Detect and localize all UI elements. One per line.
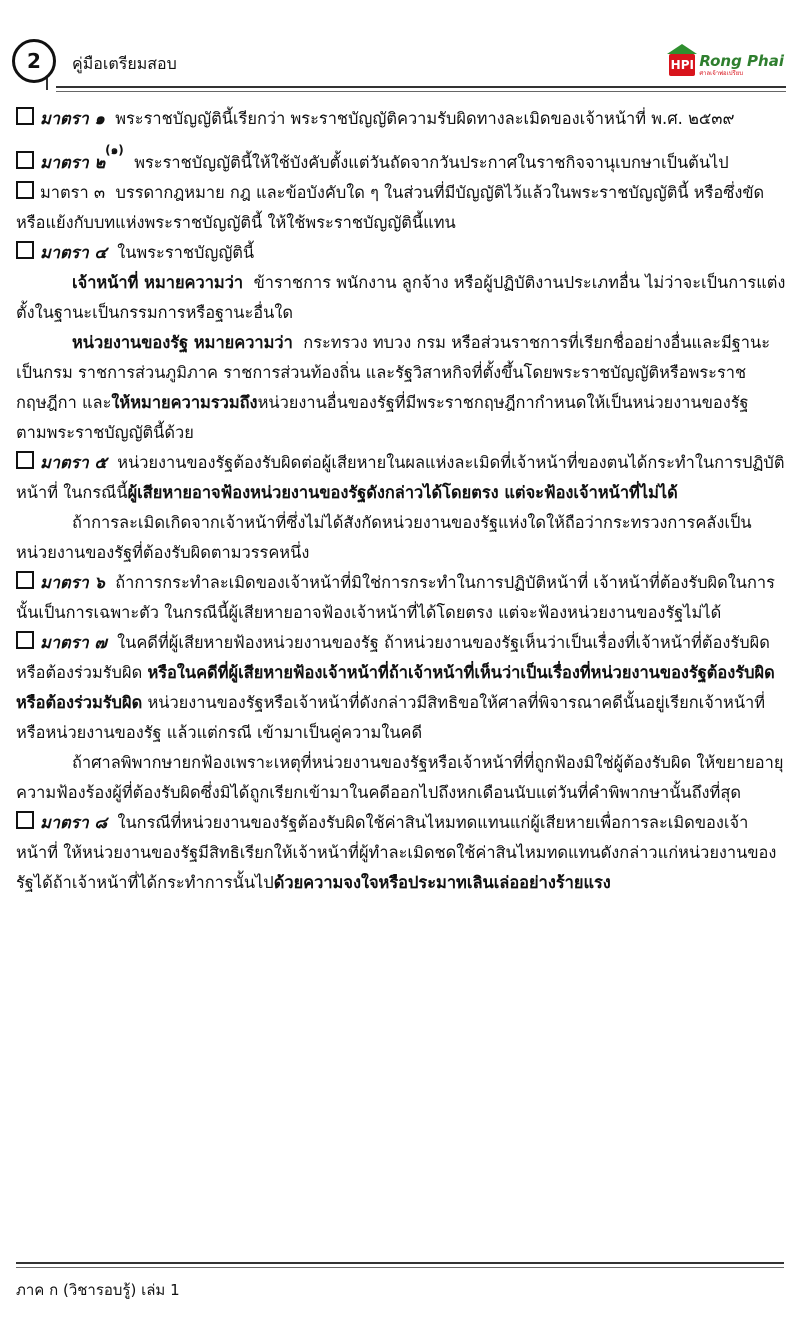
publisher-logo (669, 48, 784, 82)
definition-official (16, 268, 786, 328)
section-label: มาตรา ๘ (40, 813, 108, 832)
footnote-marker: (๑) (105, 143, 124, 157)
section-6 (16, 568, 786, 628)
section-3 (16, 178, 786, 238)
section-label: มาตรา ๓ (40, 183, 106, 202)
page-number: 2 (12, 39, 56, 83)
section-text: พระราชบัญญัตินี้เรียกว่า พระราชบัญญัติความรับผิดทางละเมิดของเจ้าหน้าที่ พ.ศ. ๒๕๓๙ (115, 109, 735, 128)
section-label: มาตรา ๒ (40, 153, 106, 172)
page-footer: ภาค ก (วิชารอบรู้) เล่ม 1 (16, 1281, 180, 1299)
checkbox-icon (16, 181, 34, 199)
section-text-cont: หน่วยงานของรัฐหรือเจ้าหน้าที่ดังกล่าวมีสิทธิขอให้ศาลที่พิจารณาคดีนั้นอยู่เรียกเจ้าหน้าที่หรือหน่วยงานของรัฐ แล้วแต่กรณี เข้ามาเป็นคู่ความในคดี (16, 693, 766, 742)
page-header (0, 0, 800, 100)
section-1 (16, 104, 786, 134)
section-emphasis: ผู้เสียหายอาจฟ้องหน่วยงานของรัฐดังกล่าวได้โดยตรง แต่จะฟ้องเจ้าหน้าที่ไม่ได้ (127, 483, 678, 502)
logo-house-icon (669, 54, 695, 76)
checkbox-icon (16, 811, 34, 829)
logo-mark: HPI (670, 58, 694, 72)
section-text: ในคดีที่ผู้เสียหายฟ้องหน่วยงานของรัฐ ถ้าหน่วยงานของรัฐเห็นว่าเป็นเรื่องที่เจ้าหน้าที่ต้องรับผิดหรือต้องร่วมรับผิด (16, 633, 770, 682)
section-label: มาตรา ๖ (40, 573, 105, 592)
document-body (16, 104, 786, 898)
section-7 (16, 628, 786, 748)
checkbox-icon (16, 571, 34, 589)
section-2 (16, 143, 786, 178)
section-7-para-2: ถ้าศาลพิพากษายกฟ้องเพราะเหตุที่หน่วยงานของรัฐหรือเจ้าหน้าที่ที่ถูกฟ้องมิใช่ผู้ต้องรับผิด ให้ขยายอายุความฟ้องร้องผู้ที่ต้องรับผิดซึ่งมิได้ถูกเรียกเข้ามาในคดีออกไปถึงหกเดือนนับแต่วันที่คำพิพากษานั้นถึงที่สุด (16, 753, 784, 802)
footer-rule (16, 1262, 784, 1264)
section-5 (16, 448, 786, 508)
checkbox-icon (16, 631, 34, 649)
definition-term: เจ้าหน้าที่ หมายความว่า (72, 273, 244, 292)
definition-text-cont: หน่วยงานอื่นของรัฐที่มีพระราชกฤษฎีกากำหนดให้เป็นหน่วยงานของรัฐตามพระราชบัญญัตินี้ด้วย (16, 393, 749, 442)
section-emphasis: หรือในคดีที่ผู้เสียหายฟ้องเจ้าหน้าที่ถ้าเจ้าหน้าที่เห็นว่าเป็นเรื่องที่หน่วยงานของรัฐต้องรับผิดหรือต้องร่วมรับผิด (16, 663, 775, 712)
section-label: มาตรา ๕ (40, 453, 107, 472)
section-5-para-2: ถ้าการละเมิดเกิดจากเจ้าหน้าที่ซึ่งไม่ได้สังกัดหน่วยงานของรัฐแห่งใดให้ถือว่ากระทรวงการคลังเป็นหน่วยงานของรัฐที่ต้องรับผิดตามวรรคหนึ่ง (16, 513, 752, 562)
header-rule (56, 86, 786, 88)
section-text: ถ้าการกระทำละเมิดของเจ้าหน้าที่มิใช่การกระทำในการปฏิบัติหน้าที่ เจ้าหน้าที่ต้องรับผิดในการนั้นเป็นการเฉพาะตัว ในกรณีนี้ผู้เสียหายอาจฟ้องเจ้าหน้าที่ได้โดยตรง แต่จะฟ้องหน่วยงานของรัฐไม่ได้ (16, 573, 775, 622)
section-label: มาตรา ๗ (40, 633, 107, 652)
definition-state-agency (16, 328, 786, 448)
checkbox-icon (16, 107, 34, 125)
header-rule-thin (56, 91, 786, 92)
section-4 (16, 238, 786, 268)
section-text: หน่วยงานของรัฐต้องรับผิดต่อผู้เสียหายในผลแห่งละเมิดที่เจ้าหน้าที่ของตนได้กระทำในการปฏิบัติหน้าที่ ในกรณีนี้ (16, 453, 785, 502)
definition-emphasis: ให้หมายความรวมถึง (111, 393, 258, 412)
section-text: พระราชบัญญัตินี้ให้ใช้บังคับตั้งแต่วันถัดจากวันประกาศในราชกิจจานุเบกษาเป็นต้นไป (134, 153, 729, 172)
section-label: มาตรา ๑ (40, 109, 105, 128)
section-text: ในพระราชบัญญัตินี้ (117, 243, 255, 262)
definition-text: กระทรวง ทบวง กรม หรือส่วนราชการที่เรียกชื่ออย่างอื่นและมีฐานะเป็นกรม ราชการส่วนภูมิภาค ราชการส่วนท้องถิ่น และรัฐวิสาหกิจที่ตั้งขึ้นโดยพระราชบัญญัติหรือพระราชกฤษฎีกา และ (16, 333, 770, 412)
section-label: มาตรา ๔ (40, 243, 107, 262)
header-title: คู่มือเตรียมสอบ (72, 54, 177, 73)
checkbox-icon (16, 451, 34, 469)
section-8 (16, 808, 786, 898)
footer-rule-thin (16, 1267, 784, 1268)
logo-name: Rong Phai (699, 51, 784, 70)
checkbox-icon (16, 151, 34, 169)
logo-tagline: ศาลเจ้าพ่อเปรียบ (699, 69, 744, 77)
section-emphasis: ด้วยความจงใจหรือประมาทเลินเล่ออย่างร้ายแรง (273, 873, 611, 892)
definition-term: หน่วยงานของรัฐ หมายความว่า (72, 333, 293, 352)
definition-text: ข้าราชการ พนักงาน ลูกจ้าง หรือผู้ปฏิบัติงานประเภทอื่น ไม่ว่าจะเป็นการแต่งตั้งในฐานะเป็นกรรมการหรือฐานะอื่นใด (16, 273, 786, 322)
section-text: ในกรณีที่หน่วยงานของรัฐต้องรับผิดใช้ค่าสินไหมทดแทนแก่ผู้เสียหายเพื่อการละเมิดของเจ้าหน้าที่ ให้หน่วยงานของรัฐมีสิทธิเรียกให้เจ้าหน้าที่ผู้ทำละเมิดชดใช้ค่าสินไหมทดแทนดังกล่าวแก่หน่วยงานของรัฐได้ถ้าเจ้าหน้าที่ได้กระทำการนั้นไป (16, 813, 777, 892)
checkbox-icon (16, 241, 34, 259)
section-text: บรรดากฎหมาย กฎ และข้อบังคับใด ๆ ในส่วนที่มีบัญญัติไว้แล้วในพระราชบัญญัตินี้ หรือซึ่งขัดหรือแย้งกับบทแห่งพระราชบัญญัตินี้ ให้ใช้พระราชบัญญัตินี้แทน (16, 183, 765, 232)
